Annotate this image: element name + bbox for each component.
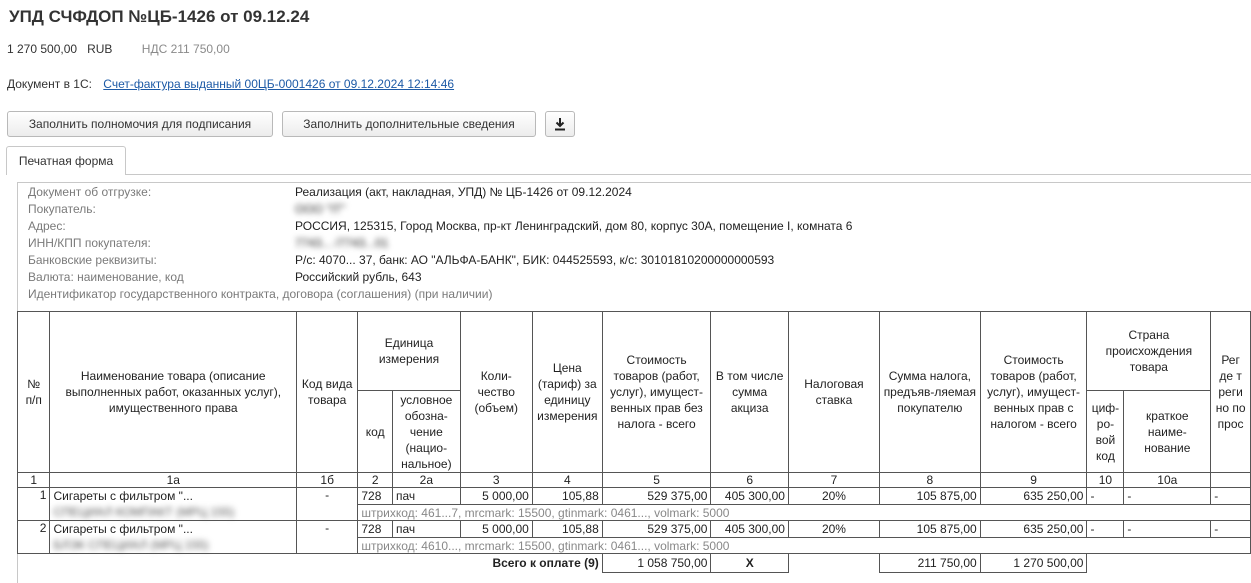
header-unit-name: условное обозна-чение (нацио-нальное) (393, 391, 461, 473)
fill-powers-button[interactable] (7, 111, 273, 137)
header-unit-code: код (358, 391, 393, 473)
row-price: 105,88 (532, 488, 602, 505)
row-rate: 20% (788, 488, 879, 505)
doc-link[interactable]: Счет-фактура выданный 00ЦБ-0001426 от 09.12.2024 12:14:46 (103, 77, 455, 91)
table-row[interactable] (18, 521, 1251, 538)
colnum: 2 (358, 473, 393, 488)
row-total: 635 250,00 (980, 521, 1087, 538)
row-name-2: СПЕЦИАЛ КОМПАКТ (МРЦ 155) (50, 505, 297, 521)
total-tax: 211 750,00 (879, 554, 980, 573)
total-label: Всего к оплате (9) (492, 556, 599, 571)
row-detail: штрихкод: 461...7, mrcmark: 15500, gtinmark: 0461..., volmark: 5000 (358, 505, 1251, 521)
colnum: 8 (879, 473, 980, 488)
row-num: 1 (18, 488, 50, 521)
colnum: 1 (18, 473, 50, 488)
amount-line (7, 42, 230, 56)
address-value: РОССИЯ, 125315, Город Москва, пр-кт Ленинградский, дом 80, корпус 30А, помещение I, комната 6 (295, 219, 853, 233)
header-qty: Коли-чество (объем) (460, 312, 532, 473)
row-unit-name: пач (393, 488, 461, 505)
row-country-code: - (1087, 488, 1124, 505)
colnum: 1б (297, 473, 358, 488)
fill-powers-label: Заполнить полномочия для подписания (28, 117, 252, 131)
table-row-detail (18, 538, 1251, 554)
currency-label: Валюта: наименование, код (28, 270, 184, 284)
row-name: Сигареты с фильтром "... (50, 488, 297, 505)
row-name: Сигареты с фильтром "... (50, 521, 297, 538)
amount-value: 1 270 500,00 (7, 42, 78, 56)
buyer-label: Покупатель: (28, 202, 96, 216)
row-code: - (297, 521, 358, 554)
tab-print-form[interactable] (6, 146, 126, 175)
buyer-value: ООО "IT" (295, 202, 346, 216)
header-cost: Стоимость товаров (работ, услуг), имущест-венных прав без налога - всего (602, 312, 711, 473)
column-numbers-row (18, 473, 1251, 488)
header-unit: Единица измерения (358, 312, 460, 391)
row-detail: штрихкод: 4610..., mrcmark: 15500, gtinmark: 0461..., volmark: 5000 (358, 538, 1251, 554)
page-title: УПД СЧФДОП №ЦБ-1426 от 09.12.24 (9, 7, 310, 26)
row-price: 105,88 (532, 521, 602, 538)
header-reg: Рег де т реги но по прос (1211, 312, 1251, 473)
header-excise: В том числе сумма акциза (711, 312, 789, 473)
header-country-code: циф-ро-вой код (1087, 391, 1124, 473)
colnum: 9 (980, 473, 1087, 488)
address-label: Адрес: (28, 219, 66, 233)
colnum: 1а (50, 473, 297, 488)
download-button[interactable] (545, 111, 575, 137)
colnum: 2а (393, 473, 461, 488)
currency-code: RUB (87, 42, 113, 56)
row-country-code: - (1087, 521, 1124, 538)
row-unit-name: пач (393, 521, 461, 538)
row-cost: 529 375,00 (602, 521, 711, 538)
header-country: Страна происхождения товара (1087, 312, 1211, 391)
total-sum: 1 270 500,00 (980, 554, 1087, 573)
table-header-row (18, 312, 1251, 391)
header-code: Код вида товара (297, 312, 358, 473)
header-total: Стоимость товаров (работ, услуг), имущест-венных прав с налогом - всего (980, 312, 1087, 473)
currency-value: Российский рубль, 643 (295, 270, 422, 284)
header-tax: Сумма налога, предъяв-ляемая покупателю (879, 312, 980, 473)
row-country-name: - (1124, 521, 1211, 538)
row-unit-code: 728 (358, 488, 393, 505)
colnum: 3 (460, 473, 532, 488)
table-row[interactable] (18, 488, 1251, 505)
doc-line (7, 77, 454, 91)
header-price: Цена (тариф) за единицу измерения (532, 312, 602, 473)
inn-label: ИНН/КПП покупателя: (28, 236, 151, 250)
vat-value: НДС 211 750,00 (141, 42, 230, 56)
row-num: 2 (18, 521, 50, 554)
fill-extra-label: Заполнить дополнительные сведения (303, 117, 515, 131)
row-qty: 5 000,00 (460, 488, 532, 505)
row-cost: 529 375,00 (602, 488, 711, 505)
row-excise: 405 300,00 (711, 488, 789, 505)
total-row (18, 554, 1251, 573)
shipment-value: Реализация (акт, накладная, УПД) № ЦБ-1426 от 09.12.2024 (295, 185, 632, 199)
total-cost: 1 058 750,00 (602, 554, 711, 573)
contract-label: Идентификатор государственного контракта, договора (соглашения) (при наличии) (28, 287, 493, 301)
fill-extra-button[interactable] (282, 111, 536, 137)
colnum: 10 (1087, 473, 1124, 488)
row-tax: 105 875,00 (879, 488, 980, 505)
total-excise: X (711, 554, 789, 573)
row-qty: 5 000,00 (460, 521, 532, 538)
shipment-label: Документ об отгрузке: (28, 185, 152, 199)
row-total: 635 250,00 (980, 488, 1087, 505)
row-excise: 405 300,00 (711, 521, 789, 538)
invoice-table (17, 311, 1251, 573)
header-rate: Налоговая ставка (788, 312, 879, 473)
tab-divider (6, 174, 1251, 175)
row-reg: - (1211, 521, 1251, 538)
row-tax: 105 875,00 (879, 521, 980, 538)
header-country-name: краткое наиме-нование (1124, 391, 1211, 473)
inn-value: 7743... /7743...01 (295, 236, 389, 250)
row-name-2: БЛЭК СПЕЦИАЛ (МРЦ 155) (50, 538, 297, 554)
colnum: 7 (788, 473, 879, 488)
row-code: - (297, 488, 358, 521)
colnum: 5 (602, 473, 711, 488)
row-rate: 20% (788, 521, 879, 538)
row-unit-code: 728 (358, 521, 393, 538)
bank-label: Банковские реквизиты: (28, 253, 157, 267)
doc-label: Документ в 1С: (7, 77, 92, 91)
colnum: 6 (711, 473, 789, 488)
header-num: № п/п (18, 312, 50, 473)
tab-print-form-label: Печатная форма (18, 154, 114, 168)
colnum: 10а (1124, 473, 1211, 488)
row-reg: - (1211, 488, 1251, 505)
table-row-detail (18, 505, 1251, 521)
colnum: 4 (532, 473, 602, 488)
download-icon (553, 117, 567, 131)
header-name: Наименование товара (описание выполненных работ, оказанных услуг), имущественного права (50, 312, 297, 473)
bank-value: Р/с: 4070... 37, банк: АО "АЛЬФА-БАНК", БИК: 044525593, к/с: 30101810200000000593 (295, 253, 775, 267)
row-country-name: - (1124, 488, 1211, 505)
